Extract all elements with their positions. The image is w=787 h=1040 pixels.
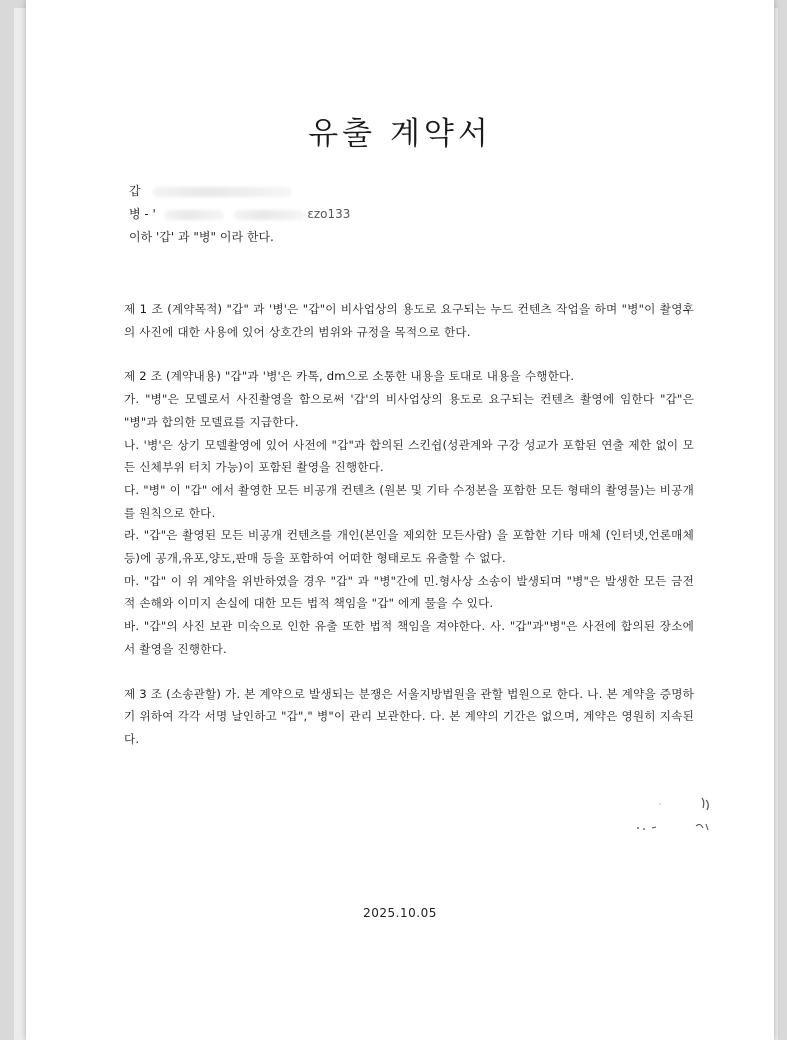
article-2-clause-ra: 라. "갑"은 촬영된 모든 비공개 컨텐츠를 개인(본인을 제외한 모든사람) 을 포함한 기타 매체 (인터넷,언론매체 등)에 공개,유포,양도,판매 등을 포함하여 어떠한 형태로도 유출할 수 없다. [124, 528, 694, 566]
redacted-party-a [152, 187, 292, 197]
document-title: 유출 계약서 [308, 116, 492, 152]
parties-block [129, 180, 350, 249]
contract-date: 2025.10.05 [363, 906, 437, 920]
paragraph-gap [124, 343, 694, 365]
redacted-party-b-id [234, 210, 304, 220]
paragraph-gap [124, 661, 694, 683]
article-3: 제 3 조 (소송관할) 가. 본 계약으로 발생되는 분쟁은 서울지방법원을 관할 법원으로 한다. 나. 본 계약을 증명하기 위하여 각각 서명 날인하고 "갑"," 병"이 관리 보관한다. 다. 본 계약의 기간은 없으며, 계약은 영원히 지속된다. [124, 686, 694, 746]
article-2-clause-ga: 가. "병"은 모델로서 사진촬영을 함으로써 '갑'의 비사업상의 용도로 요구되는 컨텐츠 촬영에 임한다 "갑"은 "병"과 합의한 모델료를 지급한다. [124, 392, 694, 429]
article-2-clause-na: 나. '병'은 상기 모델촬영에 있어 사전에 "갑"과 합의된 스킨쉽(성관계와 구강 성교가 포함된 연출 제한 없이 모든 신체부위 터치 가능)이 포함된 촬영을 진행한다. [124, 437, 694, 475]
article-2-clause-ba: 바. "갑"의 사진 보관 미숙으로 인한 유출 또한 법적 책임을 져야한다. 사. "갑"과"병"은 사전에 합의된 장소에서 촬영을 진행한다. [124, 619, 694, 656]
article-2-intro: 제 2 조 (계약내용) "갑"과 '병'은 카톡, dm으로 소통한 내용을 토대로 내용을 수행한다. [124, 369, 575, 384]
signature-mark [632, 792, 712, 838]
article-2-clause-ma: 마. "갑" 이 위 계약을 위반하였을 경우 "갑" 과 "병"간에 민.형사상 소송이 발생되며 "병"은 발생한 모든 금전적 손해와 이미지 손실에 대한 모든 법적 책임을 "갑" 에게 물을 수 있다. [124, 573, 694, 611]
party-a-line [129, 180, 350, 203]
redacted-party-b-name [164, 210, 224, 220]
party-b-label: 병 - ' [129, 207, 156, 221]
definition-line: 이하 '갑' 과 "병" 이라 한다. [129, 230, 274, 244]
document-page [26, 0, 774, 1040]
party-b-id-tail: ɛzo133 [307, 207, 351, 221]
party-b-line [129, 203, 350, 226]
party-a-label: 갑 [129, 184, 141, 198]
article-2-clause-da: 다. "병" 이 "갑" 에서 촬영한 모든 비공개 컨텐츠 (원본 및 기타 수정본을 포함한 모든 형태의 촬영물)는 비공개를 원칙으로 한다. [124, 482, 694, 520]
article-1: 제 1 조 (계약목적) "갑" 과 '병'은 "갑"이 비사업상의 용도로 요구되는 누드 컨텐츠 작업을 하며 "병"이 촬영후의 사진에 대한 사용에 있어 상호간의 범위와 규정을 목적으로 한다. [124, 302, 694, 339]
contract-body [124, 298, 694, 751]
